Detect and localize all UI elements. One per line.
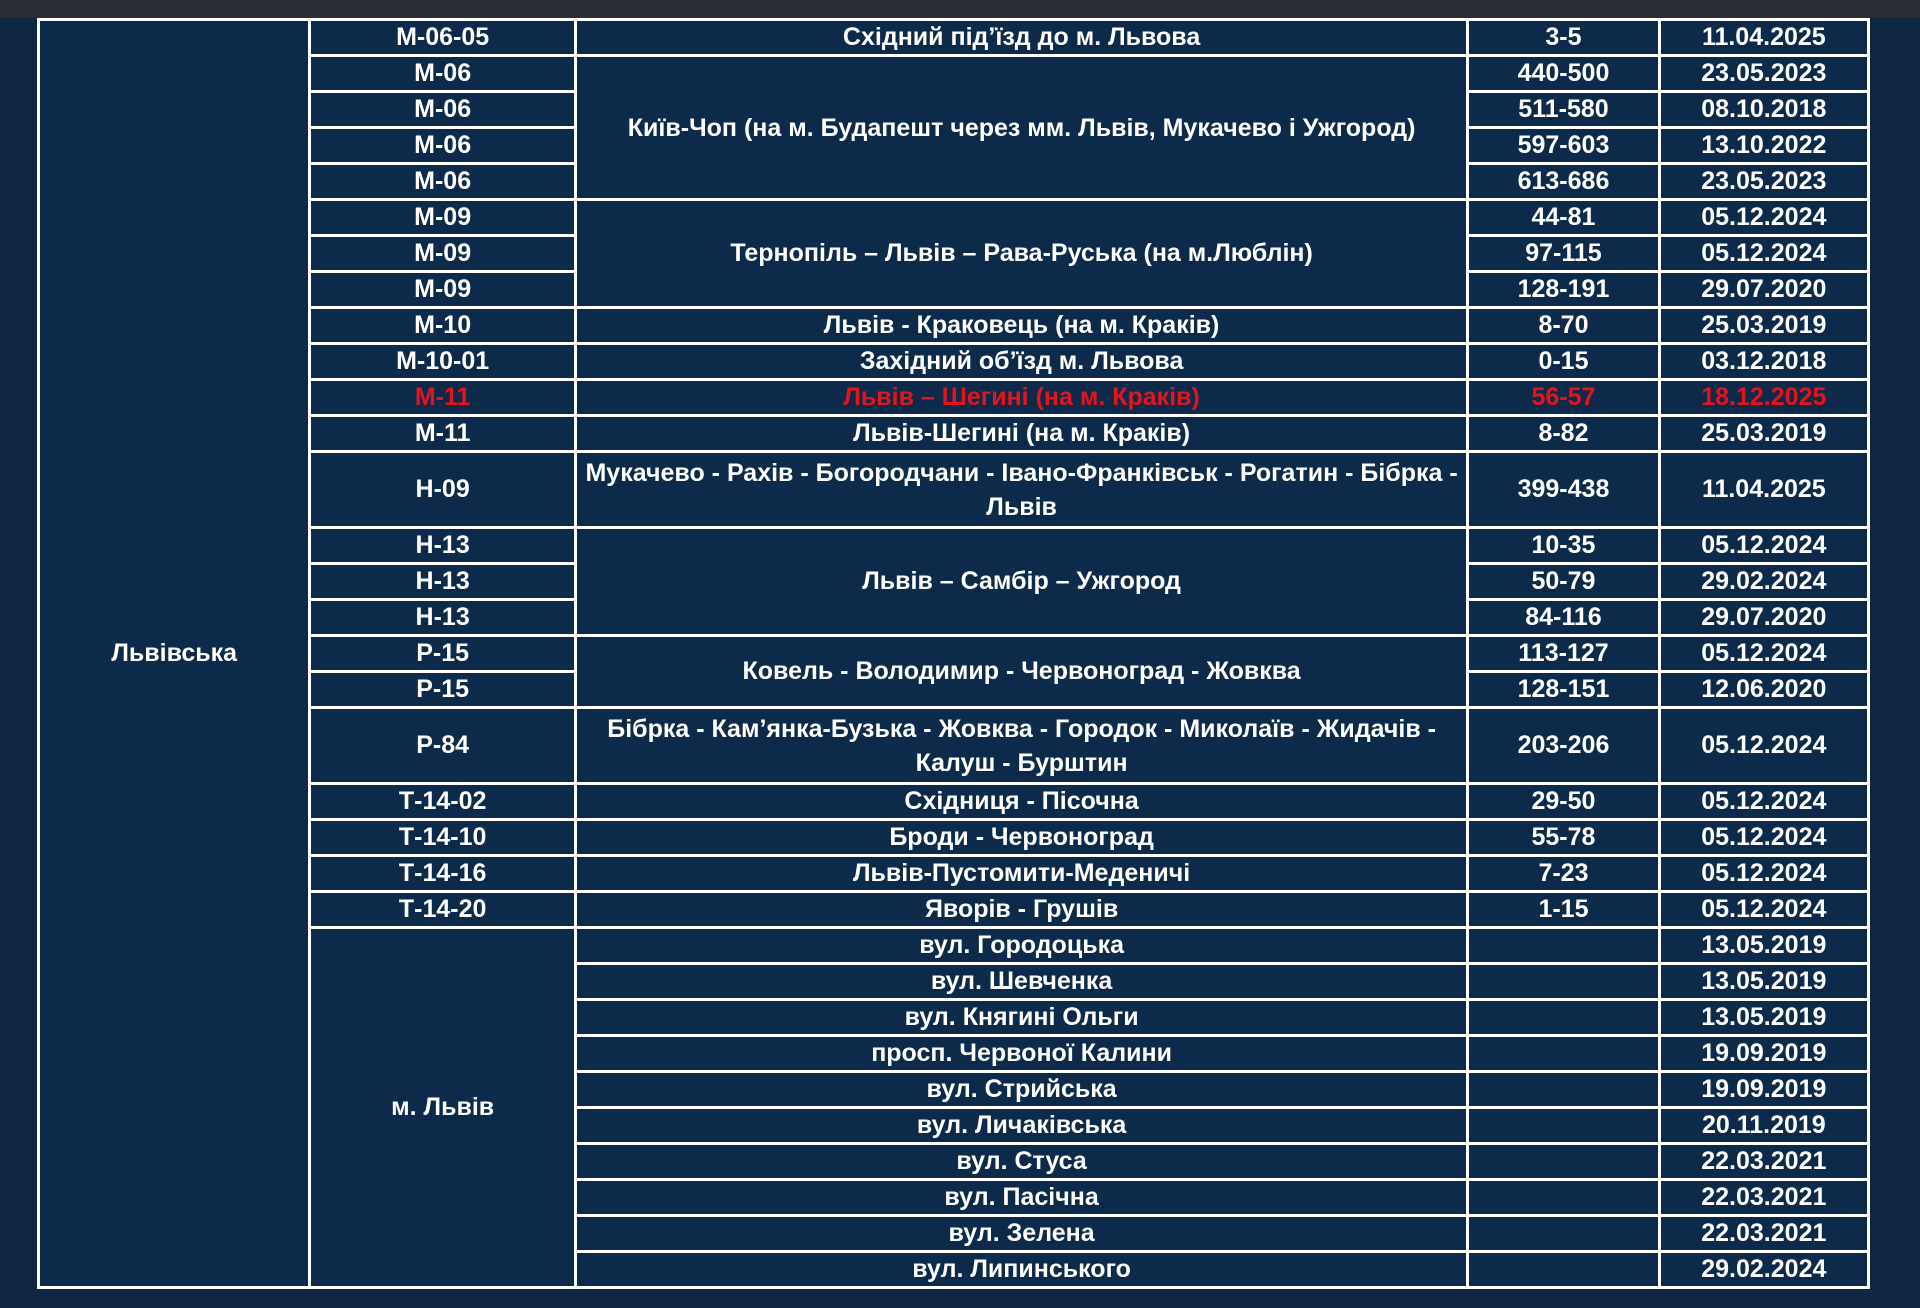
km-range-cell <box>1469 1001 1657 1034</box>
road-code-cell: М-11 <box>311 417 573 450</box>
km-range-cell <box>1469 1109 1657 1142</box>
km-range-cell: 7-23 <box>1469 857 1657 890</box>
street-name-cell: вул. Городоцька <box>577 929 1466 962</box>
date-cell: 23.05.2023 <box>1661 57 1867 90</box>
date-cell: 05.12.2024 <box>1661 821 1867 854</box>
street-name-cell: вул. Шевченка <box>577 965 1466 998</box>
street-name-cell: вул. Пасічна <box>577 1181 1466 1214</box>
road-name-cell: Київ-Чоп (на м. Будапешт через мм. Львів, Мукачево і Ужгород) <box>577 57 1466 198</box>
km-range-cell: 511-580 <box>1469 93 1657 126</box>
road-code-cell: Т-14-16 <box>311 857 573 890</box>
city-cell: м. Львів <box>311 929 573 1286</box>
date-cell: 29.07.2020 <box>1661 273 1867 306</box>
km-range-cell <box>1469 1037 1657 1070</box>
date-cell: 05.12.2024 <box>1661 709 1867 782</box>
street-name-cell: вул. Стрийська <box>577 1073 1466 1106</box>
km-range-cell: 56-57 <box>1469 381 1657 414</box>
date-cell: 05.12.2024 <box>1661 785 1867 818</box>
date-cell: 19.09.2019 <box>1661 1073 1867 1106</box>
road-name-cell: Західний об’їзд м. Львова <box>577 345 1466 378</box>
date-cell: 05.12.2024 <box>1661 201 1867 234</box>
table-row <box>40 893 1867 926</box>
table-row <box>40 453 1867 526</box>
date-cell: 29.07.2020 <box>1661 601 1867 634</box>
date-cell: 29.02.2024 <box>1661 565 1867 598</box>
km-range-cell <box>1469 1253 1657 1286</box>
date-cell: 13.05.2019 <box>1661 1001 1867 1034</box>
date-cell: 05.12.2024 <box>1661 237 1867 270</box>
road-code-cell: Т-14-20 <box>311 893 573 926</box>
road-name-cell: Мукачево - Рахів - Богородчани - Івано-Франківськ - Рогатин - Бібрка - Львів <box>577 453 1466 526</box>
date-cell: 13.05.2019 <box>1661 965 1867 998</box>
km-range-cell: 84-116 <box>1469 601 1657 634</box>
date-cell: 05.12.2024 <box>1661 893 1867 926</box>
date-cell: 13.10.2022 <box>1661 129 1867 162</box>
road-code-cell: М-06 <box>311 57 573 90</box>
road-code-cell: Р-15 <box>311 637 573 670</box>
km-range-cell: 399-438 <box>1469 453 1657 526</box>
table-row <box>40 785 1867 818</box>
road-code-cell: М-09 <box>311 237 573 270</box>
road-name-cell: Львів-Шегині (на м. Краків) <box>577 417 1466 450</box>
road-code-cell: М-10-01 <box>311 345 573 378</box>
road-code-cell: М-11 <box>311 381 573 414</box>
table-row <box>40 529 1867 562</box>
road-name-cell: Тернопіль – Львів – Рава-Руська (на м.Люблін) <box>577 201 1466 306</box>
date-cell: 25.03.2019 <box>1661 309 1867 342</box>
table-row <box>40 417 1867 450</box>
km-range-cell: 8-82 <box>1469 417 1657 450</box>
street-name-cell: вул. Стуса <box>577 1145 1466 1178</box>
table-row <box>40 637 1867 670</box>
table-row <box>40 57 1867 90</box>
date-cell: 05.12.2024 <box>1661 637 1867 670</box>
date-cell: 11.04.2025 <box>1661 21 1867 54</box>
km-range-cell: 55-78 <box>1469 821 1657 854</box>
km-range-cell <box>1469 965 1657 998</box>
date-cell: 19.09.2019 <box>1661 1037 1867 1070</box>
road-code-cell: Т-14-02 <box>311 785 573 818</box>
km-range-cell <box>1469 1145 1657 1178</box>
road-code-cell: М-09 <box>311 201 573 234</box>
km-range-cell: 8-70 <box>1469 309 1657 342</box>
road-code-cell: Н-13 <box>311 565 573 598</box>
street-name-cell: вул. Княгині Ольги <box>577 1001 1466 1034</box>
date-cell: 18.12.2025 <box>1661 381 1867 414</box>
road-code-cell: Н-09 <box>311 453 573 526</box>
km-range-cell: 3-5 <box>1469 21 1657 54</box>
date-cell: 29.02.2024 <box>1661 1253 1867 1286</box>
road-code-cell: М-06-05 <box>311 21 573 54</box>
date-cell: 22.03.2021 <box>1661 1217 1867 1250</box>
street-name-cell: вул. Липинського <box>577 1253 1466 1286</box>
highlighted-table-row <box>40 381 1867 414</box>
road-name-cell: Ковель - Володимир - Червоноград - Жовква <box>577 637 1466 706</box>
road-name-cell: Бібрка - Кам’янка-Бузька - Жовква - Городок - Миколаїв - Жидачів - Калуш - Бурштин <box>577 709 1466 782</box>
region-cell: Львівська <box>40 21 308 1286</box>
date-cell: 22.03.2021 <box>1661 1181 1867 1214</box>
table-row <box>40 821 1867 854</box>
street-name-cell: вул. Личаківська <box>577 1109 1466 1142</box>
km-range-cell: 128-151 <box>1469 673 1657 706</box>
km-range-cell: 10-35 <box>1469 529 1657 562</box>
road-code-cell: М-09 <box>311 273 573 306</box>
km-range-cell: 128-191 <box>1469 273 1657 306</box>
km-range-cell <box>1469 1073 1657 1106</box>
road-code-cell: Т-14-10 <box>311 821 573 854</box>
road-name-cell: Львів – Самбір – Ужгород <box>577 529 1466 634</box>
road-code-cell: М-10 <box>311 309 573 342</box>
road-code-cell: Н-13 <box>311 601 573 634</box>
table-row <box>40 709 1867 782</box>
date-cell: 20.11.2019 <box>1661 1109 1867 1142</box>
km-range-cell: 44-81 <box>1469 201 1657 234</box>
km-range-cell <box>1469 929 1657 962</box>
road-code-cell: М-06 <box>311 165 573 198</box>
road-code-cell: М-06 <box>311 129 573 162</box>
table-row <box>40 309 1867 342</box>
road-repairs-table <box>37 18 1870 1289</box>
street-name-cell: вул. Зелена <box>577 1217 1466 1250</box>
km-range-cell: 97-115 <box>1469 237 1657 270</box>
km-range-cell: 440-500 <box>1469 57 1657 90</box>
date-cell: 08.10.2018 <box>1661 93 1867 126</box>
km-range-cell <box>1469 1181 1657 1214</box>
km-range-cell: 613-686 <box>1469 165 1657 198</box>
road-name-cell: Східниця - Пісочна <box>577 785 1466 818</box>
km-range-cell: 29-50 <box>1469 785 1657 818</box>
date-cell: 22.03.2021 <box>1661 1145 1867 1178</box>
street-name-cell: просп. Червоної Калини <box>577 1037 1466 1070</box>
table-row <box>40 201 1867 234</box>
km-range-cell: 1-15 <box>1469 893 1657 926</box>
date-cell: 11.04.2025 <box>1661 453 1867 526</box>
table-row <box>40 929 1867 962</box>
km-range-cell: 597-603 <box>1469 129 1657 162</box>
road-code-cell: Р-84 <box>311 709 573 782</box>
road-name-cell: Львів-Пустомити-Меденичі <box>577 857 1466 890</box>
road-name-cell: Броди - Червоноград <box>577 821 1466 854</box>
date-cell: 12.06.2020 <box>1661 673 1867 706</box>
date-cell: 05.12.2024 <box>1661 857 1867 890</box>
road-name-cell: Львів - Краковець (на м. Краків) <box>577 309 1466 342</box>
road-code-cell: Н-13 <box>311 529 573 562</box>
date-cell: 05.12.2024 <box>1661 529 1867 562</box>
date-cell: 25.03.2019 <box>1661 417 1867 450</box>
table-row <box>40 345 1867 378</box>
road-name-cell: Східний під’їзд до м. Львова <box>577 21 1466 54</box>
table-row <box>40 857 1867 890</box>
km-range-cell: 113-127 <box>1469 637 1657 670</box>
date-cell: 03.12.2018 <box>1661 345 1867 378</box>
road-code-cell: М-06 <box>311 93 573 126</box>
km-range-cell: 0-15 <box>1469 345 1657 378</box>
table-row <box>40 21 1867 54</box>
km-range-cell: 203-206 <box>1469 709 1657 782</box>
date-cell: 13.05.2019 <box>1661 929 1867 962</box>
date-cell: 23.05.2023 <box>1661 165 1867 198</box>
road-code-cell: Р-15 <box>311 673 573 706</box>
km-range-cell <box>1469 1217 1657 1250</box>
window-top-bar <box>0 0 1920 18</box>
road-name-cell: Яворів - Грушів <box>577 893 1466 926</box>
road-name-cell: Львів – Шегині (на м. Краків) <box>577 381 1466 414</box>
km-range-cell: 50-79 <box>1469 565 1657 598</box>
